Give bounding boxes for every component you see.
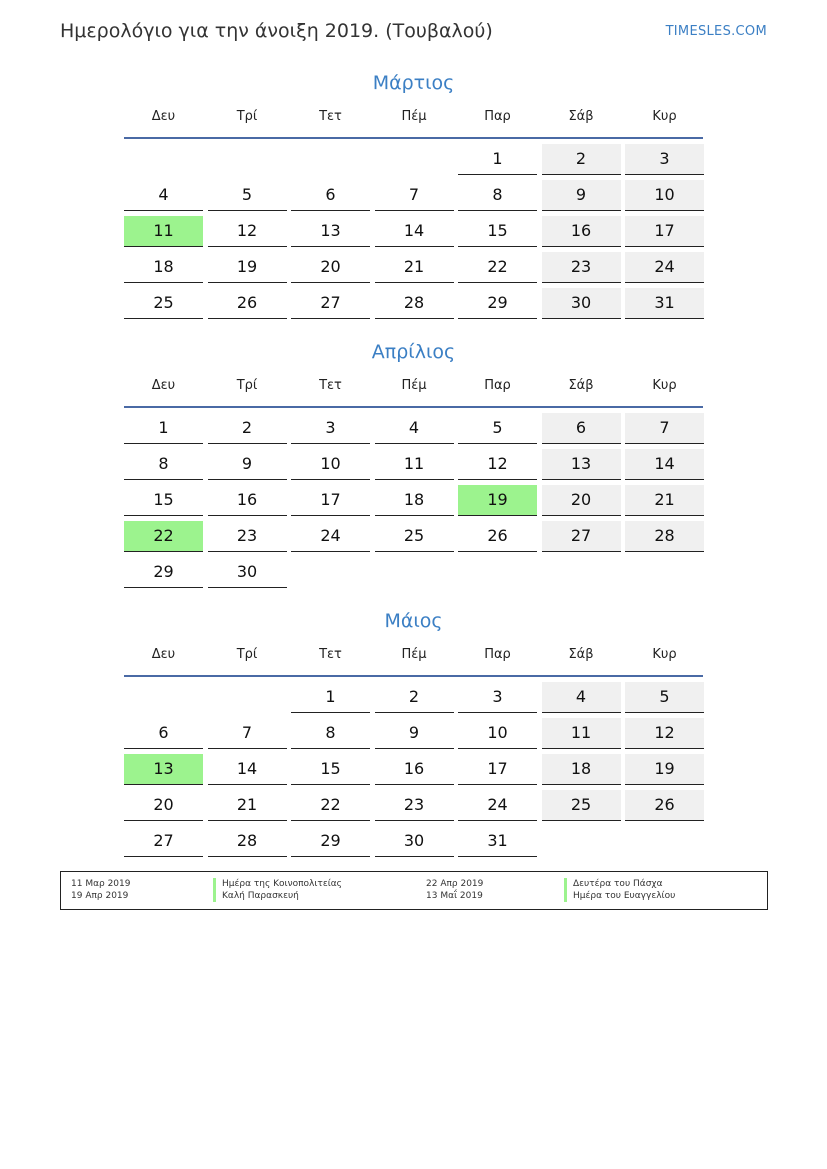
weekend-day-cell[interactable]: 9: [542, 180, 621, 211]
day-cell[interactable]: 20: [124, 790, 203, 821]
weekday-label: Κυρ: [652, 109, 677, 124]
day-cell[interactable]: 1: [124, 413, 203, 444]
day-cell[interactable]: 12: [458, 449, 537, 480]
weekday-label: Τετ: [319, 109, 342, 124]
day-cell[interactable]: 15: [458, 216, 537, 247]
holiday-day-cell[interactable]: 19: [458, 485, 537, 516]
empty-day-cell: [375, 557, 454, 587]
holiday-name: Ημέρα της Κοινοπολιτείας: [213, 878, 342, 890]
day-grid: [124, 144, 703, 324]
weekend-day-cell[interactable]: 27: [542, 521, 621, 552]
weekend-day-cell[interactable]: 14: [625, 449, 704, 480]
holiday-date: 13 Μαΐ 2019: [426, 891, 483, 901]
empty-day-cell: [208, 682, 287, 712]
weekday-label: Δευ: [151, 378, 176, 393]
day-cell[interactable]: 17: [458, 754, 537, 785]
day-cell[interactable]: 26: [458, 521, 537, 552]
weekend-day-cell[interactable]: 7: [625, 413, 704, 444]
day-cell[interactable]: 7: [375, 180, 454, 211]
holiday-name: Ημέρα του Ευαγγελίου: [564, 890, 675, 902]
brand-logo[interactable]: TIMESLES.COM: [665, 24, 767, 39]
month-march: [124, 69, 703, 324]
day-cell[interactable]: 20: [291, 252, 370, 283]
weekend-day-cell[interactable]: 4: [542, 682, 621, 713]
day-cell[interactable]: 12: [208, 216, 287, 247]
day-cell[interactable]: 9: [208, 449, 287, 480]
weekday-label: Κυρ: [652, 647, 677, 662]
weekday-label: Πέμ: [401, 378, 427, 393]
day-cell[interactable]: 8: [458, 180, 537, 211]
day-cell[interactable]: 15: [124, 485, 203, 516]
empty-day-cell: [458, 557, 537, 587]
weekday-label: Τρί: [236, 378, 258, 393]
weekday-label: Παρ: [484, 109, 511, 124]
day-cell[interactable]: 27: [291, 288, 370, 319]
weekday-label: Παρ: [484, 647, 511, 662]
weekday-label: Δευ: [151, 109, 176, 124]
weekday-label: Πέμ: [401, 109, 427, 124]
month-april: [124, 338, 703, 593]
month-title: Απρίλιος: [371, 341, 456, 363]
day-cell[interactable]: 1: [291, 682, 370, 713]
holiday-day-cell[interactable]: 13: [124, 754, 203, 785]
day-cell[interactable]: 14: [208, 754, 287, 785]
weekday-header: [124, 97, 703, 139]
weekday-label: Σάβ: [568, 109, 594, 124]
day-cell[interactable]: 2: [375, 682, 454, 713]
weekend-day-cell[interactable]: 24: [625, 252, 704, 283]
day-cell[interactable]: 24: [291, 521, 370, 552]
day-cell[interactable]: 16: [375, 754, 454, 785]
holiday-name: Δευτέρα του Πάσχα: [564, 878, 663, 890]
day-cell[interactable]: 14: [375, 216, 454, 247]
weekend-day-cell[interactable]: 17: [625, 216, 704, 247]
month-may: [124, 607, 703, 862]
day-cell[interactable]: 18: [124, 252, 203, 283]
day-cell[interactable]: 19: [208, 252, 287, 283]
weekend-day-cell[interactable]: 21: [625, 485, 704, 516]
weekend-day-cell[interactable]: 12: [625, 718, 704, 749]
weekend-day-cell[interactable]: 26: [625, 790, 704, 821]
holiday-day-cell[interactable]: 11: [124, 216, 203, 247]
day-cell[interactable]: 23: [208, 521, 287, 552]
holiday-name: Καλή Παρασκευή: [213, 890, 299, 902]
day-grid: [124, 682, 703, 862]
weekday-label: Σάβ: [568, 378, 594, 393]
day-cell[interactable]: 29: [458, 288, 537, 319]
weekday-label: Τετ: [319, 647, 342, 662]
day-cell[interactable]: 28: [208, 826, 287, 857]
weekend-day-cell[interactable]: 16: [542, 216, 621, 247]
empty-day-cell: [291, 144, 370, 174]
day-cell[interactable]: 25: [375, 521, 454, 552]
day-cell[interactable]: 4: [124, 180, 203, 211]
weekend-day-cell[interactable]: 5: [625, 682, 704, 713]
day-cell[interactable]: 22: [291, 790, 370, 821]
holiday-day-cell[interactable]: 22: [124, 521, 203, 552]
empty-day-cell: [625, 826, 704, 856]
day-cell[interactable]: 23: [375, 790, 454, 821]
weekday-header: [124, 635, 703, 677]
day-cell[interactable]: 18: [375, 485, 454, 516]
weekday-label: Σάβ: [568, 647, 594, 662]
weekend-day-cell[interactable]: 23: [542, 252, 621, 283]
weekday-label: Δευ: [151, 647, 176, 662]
month-title: Μάρτιος: [372, 72, 455, 94]
empty-day-cell: [291, 557, 370, 587]
day-cell[interactable]: 3: [291, 413, 370, 444]
empty-day-cell: [208, 144, 287, 174]
day-cell[interactable]: 29: [124, 557, 203, 588]
weekday-header: [124, 366, 703, 408]
empty-day-cell: [375, 144, 454, 174]
weekday-label: Παρ: [484, 378, 511, 393]
weekday-label: Κυρ: [652, 378, 677, 393]
day-cell[interactable]: 24: [458, 790, 537, 821]
weekday-label: Τρί: [236, 647, 258, 662]
weekend-day-cell[interactable]: 11: [542, 718, 621, 749]
day-cell[interactable]: 30: [375, 826, 454, 857]
day-cell[interactable]: 8: [124, 449, 203, 480]
weekend-day-cell[interactable]: 30: [542, 288, 621, 319]
day-cell[interactable]: 25: [124, 288, 203, 319]
day-cell[interactable]: 6: [124, 718, 203, 749]
weekday-label: Πέμ: [401, 647, 427, 662]
day-cell[interactable]: 27: [124, 826, 203, 857]
empty-day-cell: [542, 557, 621, 587]
weekend-day-cell[interactable]: 2: [542, 144, 621, 175]
day-cell[interactable]: 4: [375, 413, 454, 444]
day-cell[interactable]: 21: [375, 252, 454, 283]
weekday-label: Τετ: [319, 378, 342, 393]
day-cell[interactable]: 8: [291, 718, 370, 749]
weekday-label: Τρί: [236, 109, 258, 124]
weekend-day-cell[interactable]: 10: [625, 180, 704, 211]
day-cell[interactable]: 28: [375, 288, 454, 319]
day-cell[interactable]: 3: [458, 682, 537, 713]
weekend-day-cell[interactable]: 6: [542, 413, 621, 444]
day-cell[interactable]: 21: [208, 790, 287, 821]
day-cell[interactable]: 17: [291, 485, 370, 516]
day-cell[interactable]: 26: [208, 288, 287, 319]
day-cell[interactable]: 13: [291, 216, 370, 247]
day-cell[interactable]: 31: [458, 826, 537, 857]
weekend-day-cell[interactable]: 20: [542, 485, 621, 516]
day-cell[interactable]: 11: [375, 449, 454, 480]
day-cell[interactable]: 29: [291, 826, 370, 857]
page-title: Ημερολόγιο για την άνοιξη 2019. (Τουβαλού): [60, 20, 493, 42]
holiday-legend: [60, 871, 768, 910]
empty-day-cell: [542, 826, 621, 856]
empty-day-cell: [625, 557, 704, 587]
day-cell[interactable]: 16: [208, 485, 287, 516]
day-cell[interactable]: 15: [291, 754, 370, 785]
month-title: Μάιος: [384, 610, 443, 632]
weekend-day-cell[interactable]: 13: [542, 449, 621, 480]
day-cell[interactable]: 2: [208, 413, 287, 444]
weekend-day-cell[interactable]: 25: [542, 790, 621, 821]
day-cell[interactable]: 30: [208, 557, 287, 588]
holiday-date: 11 Μαρ 2019: [71, 879, 131, 889]
empty-day-cell: [124, 682, 203, 712]
weekend-day-cell[interactable]: 3: [625, 144, 704, 175]
day-cell[interactable]: 10: [291, 449, 370, 480]
day-cell[interactable]: 10: [458, 718, 537, 749]
holiday-date: 22 Απρ 2019: [426, 879, 484, 889]
weekend-day-cell[interactable]: 31: [625, 288, 704, 319]
day-cell[interactable]: 22: [458, 252, 537, 283]
day-cell[interactable]: 6: [291, 180, 370, 211]
holiday-date: 19 Απρ 2019: [71, 891, 129, 901]
day-cell[interactable]: 7: [208, 718, 287, 749]
weekend-day-cell[interactable]: 19: [625, 754, 704, 785]
day-cell[interactable]: 1: [458, 144, 537, 175]
weekend-day-cell[interactable]: 28: [625, 521, 704, 552]
day-cell[interactable]: 9: [375, 718, 454, 749]
day-grid: [124, 413, 703, 593]
empty-day-cell: [124, 144, 203, 174]
day-cell[interactable]: 5: [458, 413, 537, 444]
weekend-day-cell[interactable]: 18: [542, 754, 621, 785]
day-cell[interactable]: 5: [208, 180, 287, 211]
